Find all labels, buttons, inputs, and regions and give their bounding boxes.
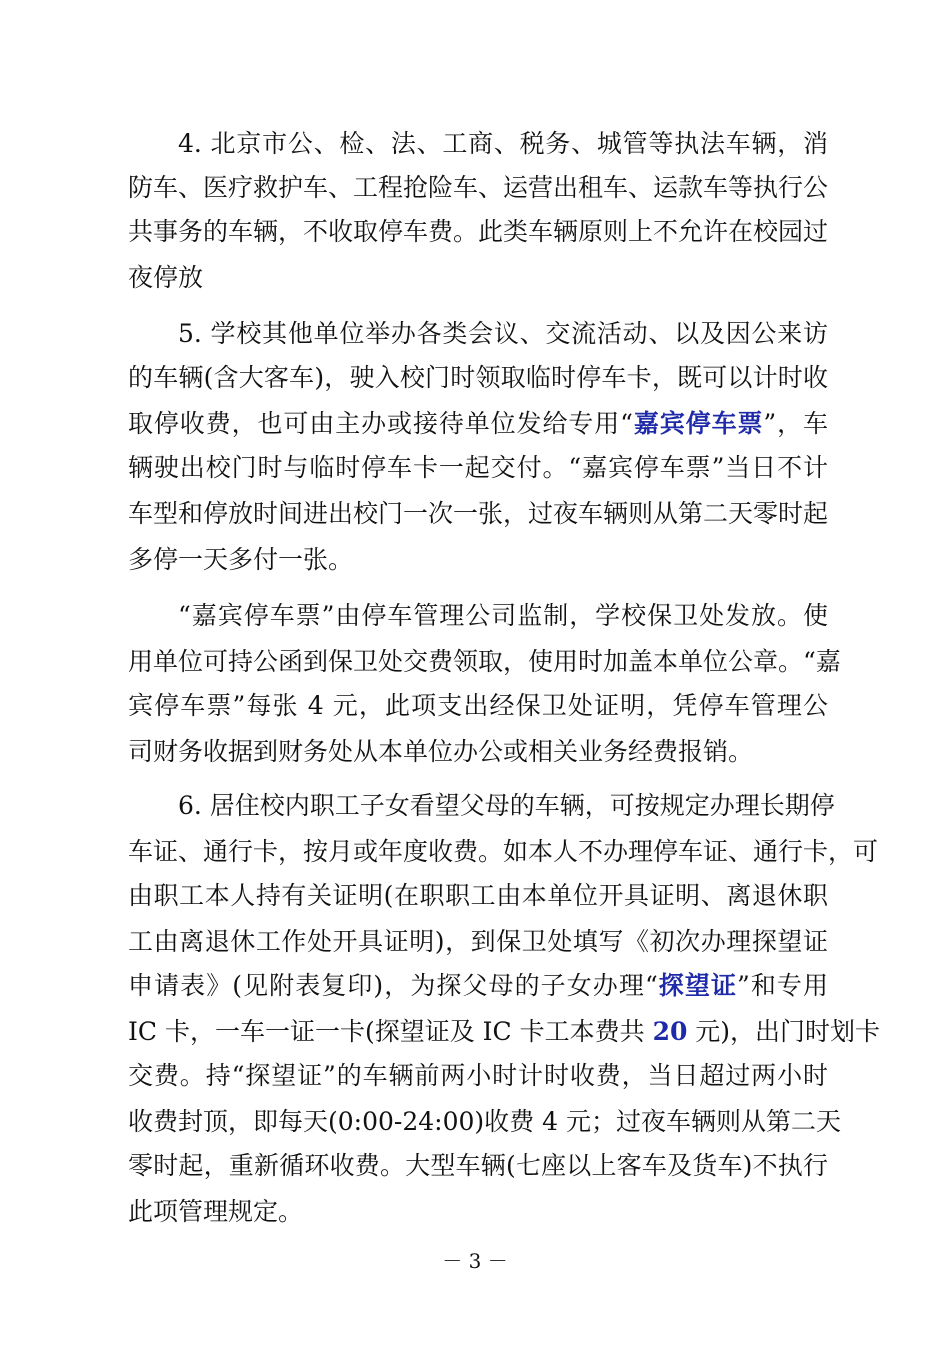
text-run: 取停收费，也可由主办或接待单位发给专用“ [128,409,633,438]
paragraph-line [128,964,828,1008]
paragraph-line: 零时起，重新循环收费。大型车辆(七座以上客车及货车)不执行 [128,1151,828,1180]
paragraph-line: 交费。持“探望证”的车辆前两小时计时收费，当日超过两小时 [128,1061,828,1090]
page-number: － 3 － [442,1249,508,1273]
highlight-term-visit-pass: 探望证 [657,971,738,1000]
text-run: 元)，出门时划卡 [687,1017,881,1046]
paragraph-line: 多停一天多付一张。 [128,545,354,574]
highlight-term-guest-ticket: 嘉宾停车票 [632,409,764,438]
paragraph-line: 司财务收据到财务处从本单位办公或相关业务经费报销。 [128,737,754,766]
paragraph-line [128,402,828,446]
paragraph-line: 夜停放 [128,263,204,292]
paragraph-line: 辆驶出校门时与临时停车卡一起交付。“嘉宾停车票”当日不计 [128,453,828,482]
paragraph-line: 宾停车票”每张 4 元，此项支出经保卫处证明，凭停车管理公 [128,691,828,720]
paragraph-line: 车型和停放时间进出校门一次一张，过夜车辆则从第二天零时起 [128,499,829,528]
paragraph-line [128,1010,881,1054]
paragraph-line: 防车、医疗救护车、工程抢险车、运营出租车、运款车等执行公 [128,173,829,202]
paragraph-line: 共事务的车辆，不收取停车费。此类车辆原则上不允许在校园过 [128,217,829,246]
paragraph-line: “嘉宾停车票”由停车管理公司监制，学校保卫处发放。使 [178,601,828,630]
text-run: ”，车 [763,409,828,438]
paragraph-line: 此项管理规定。 [128,1197,304,1226]
text-run: 申请表》(见附表复印)，为探父母的子女办理“ [128,971,658,1000]
highlight-fee-amount: 20 [652,1017,688,1046]
paragraph-line: 由职工本人持有关证明(在职职工由本单位开具证明、离退休职 [128,881,828,910]
text-run: ”和专用 [737,971,829,1000]
paragraph-line: 车证、通行卡，按月或年度收费。如本人不办理停车证、通行卡，可 [128,837,879,866]
paragraph-line: 5. 学校其他单位举办各类会议、交流活动、以及因公来访 [178,319,828,348]
paragraph-line: 6. 居住校内职工子女看望父母的车辆，可按规定办理长期停 [178,791,835,820]
paragraph-line: 的车辆(含大客车)，驶入校门时领取临时停车卡，既可以计时收 [128,363,828,392]
text-run: IC 卡，一车一证一卡(探望证及 IC 卡工本费共 [128,1017,653,1046]
paragraph-line: 4. 北京市公、检、法、工商、税务、城管等执法车辆，消 [178,129,828,158]
paragraph-line: 收费封顶，即每天(0:00-24:00)收费 4 元；过夜车辆则从第二天 [128,1107,841,1136]
paragraph-line: 用单位可持公函到保卫处交费领取，使用时加盖本单位公章。“嘉 [128,647,841,676]
paragraph-line: 工由离退休工作处开具证明)，到保卫处填写《初次办理探望证 [128,927,828,956]
